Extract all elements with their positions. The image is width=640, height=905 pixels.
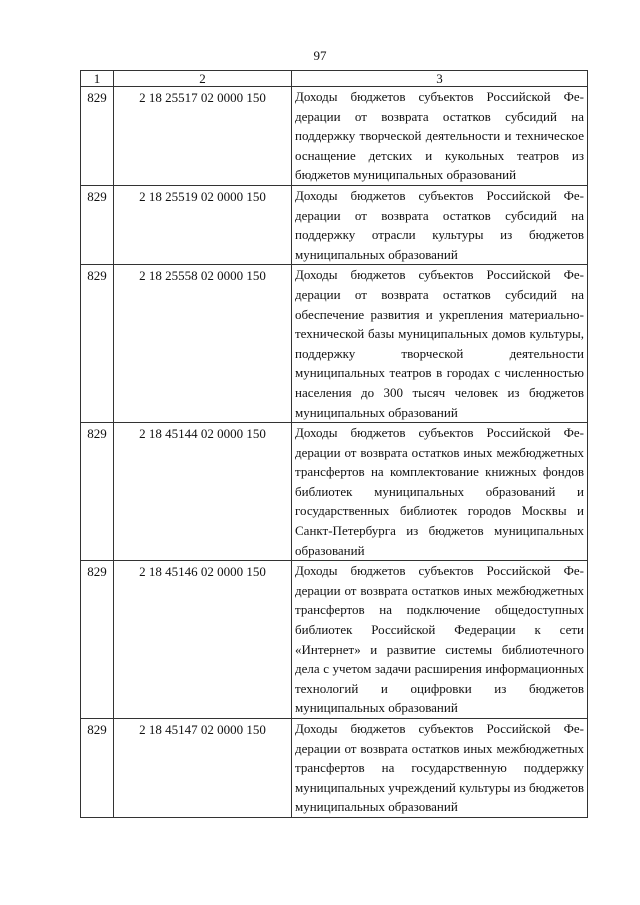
table-header-row [81,71,588,87]
administrator-code: 829 [81,87,114,186]
table-row [81,185,588,264]
administrator-code: 829 [81,185,114,264]
page-number: 97 [313,48,327,63]
revenue-description: Доходы бюджетов субъектов Российской Федерации от возврата остатков субсидий на обеспечение развития и укрепления материально-технической базы муниципальных домов культуры, поддержку творческой деятельности муниципальных театров в городах с численностью населения до 300 тысяч человек из бюджетов муниципальных образований [292,265,588,423]
revenue-code: 2 18 45146 02 0000 150 [114,561,292,719]
revenue-code: 2 18 25519 02 0000 150 [114,185,292,264]
revenue-description: Доходы бюджетов субъектов Российской Федерации от возврата остатков иных межбюджетных трансфертов на подключение общедоступных библиотек Российской Федерации к сети «Интернет» и развитие системы библиотечного дела с учетом задачи расширения информационных технологий и оцифровки из бюджетов муниципальных образований [292,561,588,719]
column-header-1: 1 [81,71,114,87]
table-row [81,719,588,818]
table-row [81,561,588,719]
revenue-description: Доходы бюджетов субъектов Российской Федерации от возврата остатков субсидий на поддержку творческой деятельности и техническое оснащение детских и кукольных театров из бюджетов муниципальных образований [292,87,588,186]
administrator-code: 829 [81,423,114,561]
revenue-code: 2 18 25558 02 0000 150 [114,265,292,423]
revenue-code: 2 18 45144 02 0000 150 [114,423,292,561]
table-row [81,423,588,561]
revenue-code: 2 18 45147 02 0000 150 [114,719,292,818]
revenue-classification-table [80,70,588,818]
revenue-code: 2 18 25517 02 0000 150 [114,87,292,186]
table-row [81,87,588,186]
revenue-description: Доходы бюджетов субъектов Российской Федерации от возврата остатков иных межбюджетных трансфертов на государственную поддержку муниципальных учреждений культуры из бюджетов муниципальных образований [292,719,588,818]
column-header-3: 3 [292,71,588,87]
administrator-code: 829 [81,561,114,719]
administrator-code: 829 [81,719,114,818]
revenue-description: Доходы бюджетов субъектов Российской Федерации от возврата остатков субсидий на поддержку отрасли культуры из бюджетов муниципальных образований [292,185,588,264]
table-row [81,265,588,423]
column-header-2: 2 [114,71,292,87]
administrator-code: 829 [81,265,114,423]
revenue-description: Доходы бюджетов субъектов Российской Федерации от возврата остатков иных межбюджетных трансфертов на комплектование книжных фондов библиотек муниципальных образований и государственных библиотек городов Москвы и Санкт-Петербурга из бюджетов муниципальных образований [292,423,588,561]
